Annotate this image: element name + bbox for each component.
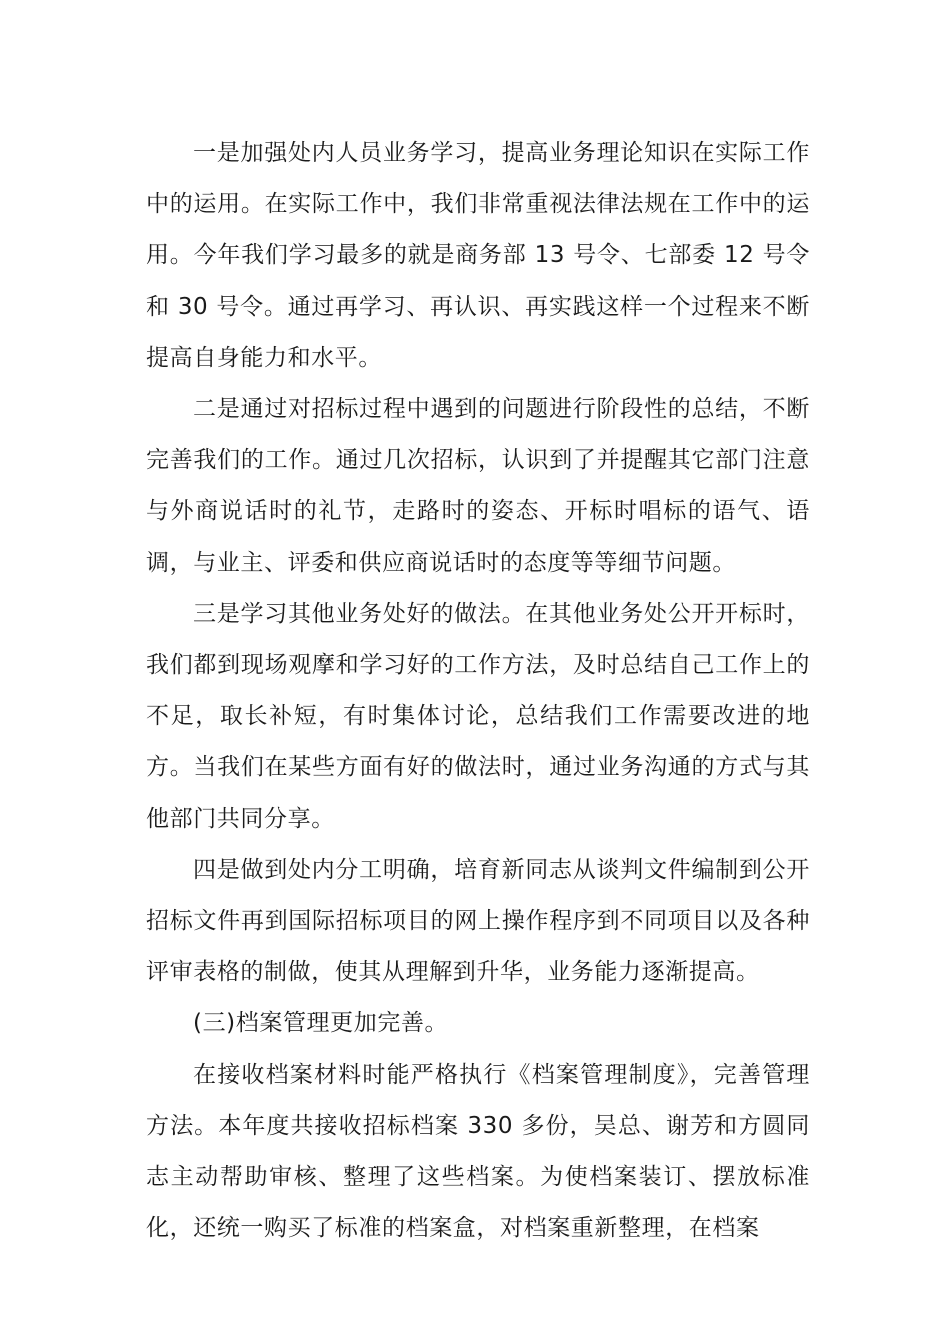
section-heading-archives: (三)档案管理更加完善。: [193, 1010, 449, 1037]
paragraph-archives: 在接收档案材料时能严格执行《档案管理制度》，完善管理方法。本年度共接收招标档案 330 多份，吴总、谢芳和方圆同志主动帮助审核、整理了这些档案。为使档案装订、摆放标准化，还统一购买了标准的档案盒，对档案重新整理，在档案: [146, 1061, 810, 1242]
paragraph-learn-others: 三是学习其他业务处好的做法。在其他业务处公开开标时，我们都到现场观摩和学习好的工作方法，及时总结自己工作上的不足，取长补短，有时集体讨论，总结我们工作需要改进的地方。当我们在某些方面有好的做法时，通过业务沟通的方式与其他部门共同分享。: [146, 600, 810, 832]
document-body: [146, 128, 810, 1254]
paragraph-summary: 二是通过对招标过程中遇到的问题进行阶段性的总结，不断完善我们的工作。通过几次招标，认识到了并提醒其它部门注意与外商说话时的礼节，走路时的姿态、开标时唱标的语气、语调，与业主、评委和供应商说话时的态度等等细节问题。: [146, 396, 810, 576]
paragraph-division-of-work: 四是做到处内分工明确，培育新同志从谈判文件编制到公开招标文件再到国际招标项目的网上操作程序到不同项目以及各种评审表格的制做，使其从理解到升华，业务能力逐渐提高。: [146, 856, 810, 986]
paragraph-study: 一是加强处内人员业务学习，提高业务理论知识在实际工作中的运用。在实际工作中，我们非常重视法律法规在工作中的运用。今年我们学习最多的就是商务部 13 号令、七部委 12 号令和 30 号令。通过再学习、再认识、再实践这样一个过程来不断提高自身能力和水平。: [146, 140, 810, 371]
